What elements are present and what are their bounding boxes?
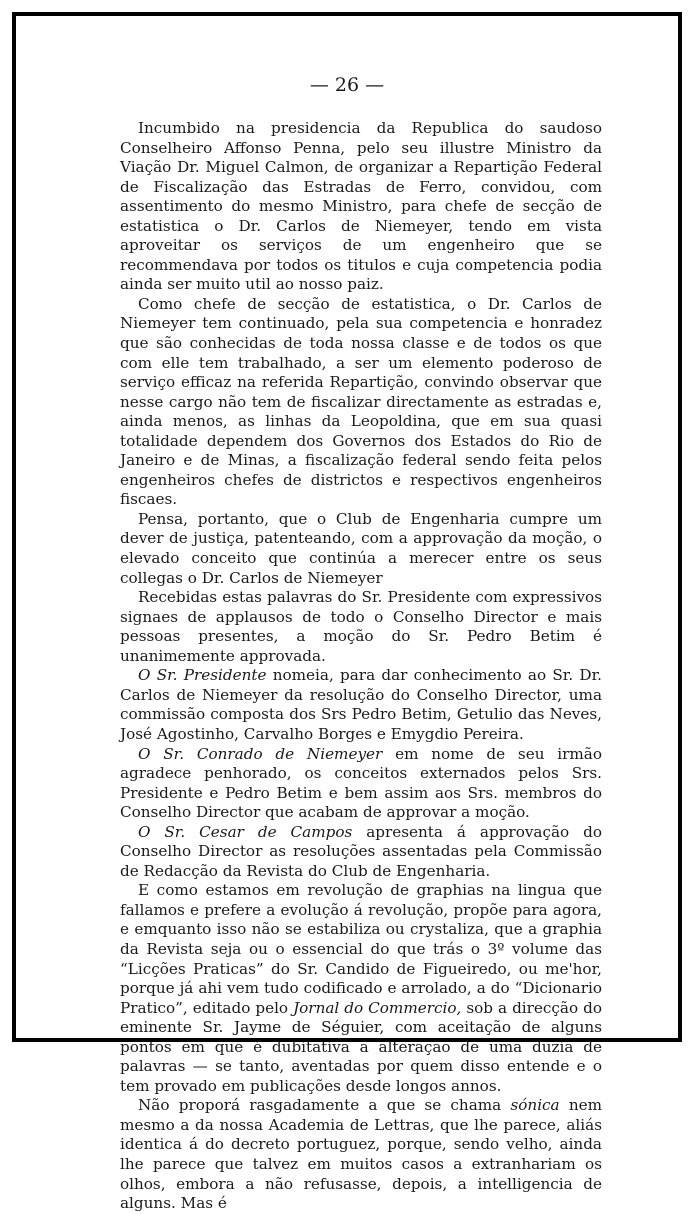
paragraph-president-commission: O Sr. Presidente nomeia, para dar conhecimento ao Sr. Dr. Carlos de Niemeyer da resolução do Conselho Director, uma commissão composta dos Srs Pedro Betim, Getulio das Neves, José Agostinho, Carvalho Borges e Emygdio Pereira. xyxy=(120,666,602,743)
page-frame xyxy=(12,12,682,1213)
paragraph-statistics-chief: Como chefe de secção de estatistica, o Dr. Carlos de Niemeyer tem continuado, pela sua competencia e honradez que são conhecidas de toda nossa classe e de todos os que com elle tem trabalhado, a ser um elemento poderoso de serviço efficaz na referida Repartição, convindo observar que nesse cargo não tem de fiscalizar directamente as estradas e, ainda menos, as linhas da Leopoldina, que em sua quasi totalidade dependem dos Governos dos Estados do Rio de Janeiro e de Minas, a fiscalização federal sendo feita pelos engenheiros chefes de districtos e respectivos engenheiros fiscaes. xyxy=(120,294,602,509)
paragraph-conrado-thanks: O Sr. Conrado de Niemeyer em nome de seu irmão agradece penhorado, os conceitos externados pelos Srs. Presidente e Pedro Betim e bem assim aos Srs. membros do Conselho Director que acabam de approvar a moção. xyxy=(120,744,602,822)
body-text xyxy=(120,119,602,1214)
paragraph-sonica: Não proporá rasgadamente a que se chama sónica nem mesmo a da nossa Academia de Lettras, que lhe parece, aliás identica á do decreto portuguez, porque, sendo velho, ainda lhe parece que talvez em muitos casos a extranhariam os olhos, embora a não refusasse, depois, a intelligencia de alguns. Mas é xyxy=(120,1096,603,1213)
speaker-name: O Sr. Presidente xyxy=(138,666,267,685)
paragraph-cesar-resolutions: O Sr. Cesar de Campos apresenta á approvação do Conselho Director as resoluções assentadas pela Commissão de Redacção da Revista do Club de Engenharia. xyxy=(120,822,602,880)
speaker-name: O Sr. Cesar de Campos xyxy=(138,822,353,841)
term-sonica: sónica xyxy=(510,1096,560,1115)
paragraph-orthography: E como estamos em revolução de graphias na lingua que fallamos e prefere a evolução á revolução, propõe para agora, e emquanto isso não se estabiliza ou crystaliza, que a graphia da Revista seja ou o essencial do que trás o 3º volume das “Licções Praticas” do Sr. Candido de Figueiredo, ou me'hor, porque já ahi vem tudo codificado e arrolado, a do “Dicionario Pratico”, editado pelo Jornal do Commercio, sob a direcção do eminente Sr. Jayme de Séguier, com aceitação de alguns pontos em que é dubitativa a alteração de uma duzia de palavras — se tanto, aventadas por quem disso entende e o tem provado em publicações desde longos annos. xyxy=(120,881,602,1095)
paragraph-motion-approved: Recebidas estas palavras do Sr. Presidente com expressivos signaes de applausos de todo o Conselho Director e mais pessoas presentes, a moção do Sr. Pedro Betim é unanimemente approvada. xyxy=(120,588,602,665)
speaker-name: O Sr. Conrado de Niemeyer xyxy=(138,744,383,763)
publication-title: Jornal do Commercio, xyxy=(293,998,462,1017)
paragraph-nomination-history: Incumbido na presidencia da Republica do saudoso Conselheiro Affonso Penna, pelo seu illustre Ministro da Viação Dr. Miguel Calmon, de organizar a Repartição Federal de Fiscalização das Estradas de Ferro, convidou, com assentimento do mesmo Ministro, para chefe de secção de estatistica o Dr. Carlos de Niemeyer, tendo em vista aproveitar os serviços de um engenheiro que se recommendava por todos os titulos e cuja competencia podia ainda ser muito util ao nosso paiz. xyxy=(120,119,602,294)
paragraph-club-justice: Pensa, portanto, que o Club de Engenharia cumpre um dever de justiça, patenteando, com a approvação da moção, o elevado conceito que continúa a merecer entre os seus collegas o Dr. Carlos de Niemeyer xyxy=(120,509,602,587)
page-number: — 26 — xyxy=(309,74,385,96)
